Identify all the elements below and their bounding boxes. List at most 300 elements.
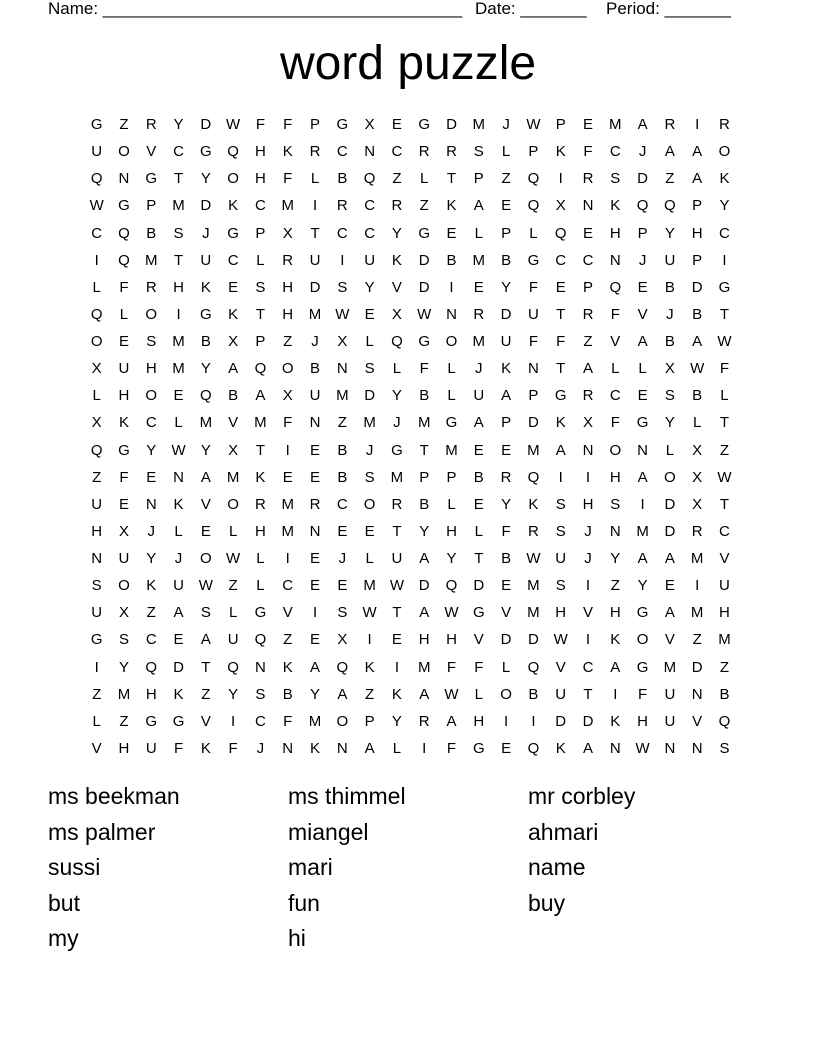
grid-letter: U — [664, 712, 676, 730]
grid-letter: D — [173, 658, 184, 676]
grid-letter: L — [529, 224, 538, 242]
grid-letter: L — [720, 387, 729, 405]
grid-letter: I — [531, 712, 536, 730]
grid-letter: X — [282, 224, 293, 242]
grid-letter: W — [89, 197, 104, 215]
grid-letter: H — [446, 631, 457, 649]
grid-letter: S — [610, 170, 621, 188]
grid-letter: A — [582, 360, 593, 378]
grid-letter: I — [558, 468, 563, 486]
grid-letter: L — [256, 550, 265, 567]
grid-letter: H — [446, 522, 457, 540]
grid-letter: J — [202, 224, 210, 242]
grid-letter: N — [145, 495, 157, 513]
grid-letter: G — [254, 604, 267, 622]
grid-letter: I — [585, 577, 591, 595]
grid-letter: R — [255, 495, 266, 513]
grid-letter: X — [364, 116, 375, 133]
grid-letter: N — [173, 468, 184, 486]
grid-letter: R — [282, 251, 294, 269]
grid-letter: C — [173, 143, 184, 161]
grid-letter: O — [118, 143, 130, 161]
grid-letter: Q — [391, 333, 403, 350]
grid-letter: F — [719, 360, 730, 378]
grid-letter: U — [227, 631, 239, 649]
grid-letter: X — [118, 522, 129, 540]
grid-letter: O — [90, 333, 103, 350]
grid-letter: N — [582, 441, 594, 459]
grid-letter: T — [310, 224, 320, 242]
grid-letter: M — [472, 333, 486, 350]
grid-letter: D — [664, 522, 676, 540]
grid-letter: N — [255, 658, 266, 676]
grid-letter: L — [310, 170, 320, 188]
grid-letter: N — [118, 170, 130, 188]
grid-letter: Q — [527, 197, 540, 215]
grid-letter: W — [690, 360, 705, 378]
grid-letter: E — [473, 278, 484, 296]
grid-letter: M — [472, 116, 486, 133]
grid-letter: I — [340, 251, 345, 269]
grid-letter: M — [690, 550, 704, 567]
grid-letter: Z — [283, 631, 293, 649]
grid-letter: Y — [228, 685, 239, 703]
grid-letter: L — [501, 658, 511, 676]
grid-letter: K — [146, 577, 157, 595]
grid-letter: Q — [527, 739, 540, 757]
grid-letter: W — [635, 739, 650, 757]
grid-letter: M — [527, 577, 540, 595]
grid-letter: U — [719, 577, 730, 595]
grid-letter: X — [118, 604, 129, 622]
grid-letter: Y — [610, 550, 621, 567]
grid-letter: H — [282, 278, 294, 296]
grid-letter: J — [584, 522, 592, 540]
grid-letter: V — [282, 604, 293, 622]
grid-letter: R — [309, 143, 321, 161]
grid-letter: N — [309, 522, 321, 540]
grid-letter: M — [281, 522, 294, 540]
grid-letter: I — [285, 441, 290, 459]
grid-letter: E — [200, 522, 211, 540]
word-list-item: miangel — [288, 818, 369, 845]
grid-letter: K — [528, 495, 539, 513]
grid-letter: M — [336, 387, 349, 405]
grid-letter: D — [527, 631, 539, 649]
grid-letter: U — [173, 577, 184, 595]
grid-letter: E — [118, 333, 129, 350]
grid-letter: P — [528, 143, 539, 161]
grid-letter: L — [174, 414, 183, 432]
grid-letter: H — [418, 631, 430, 649]
grid-letter: K — [391, 685, 402, 703]
grid-letter: S — [555, 495, 566, 513]
grid-letter: G — [636, 414, 649, 432]
grid-letter: E — [555, 278, 566, 296]
grid-letter: L — [119, 305, 129, 323]
grid-letter: Y — [200, 360, 211, 378]
grid-letter: Q — [527, 170, 540, 188]
grid-letter: L — [228, 522, 238, 540]
grid-letter: E — [664, 577, 675, 595]
grid-letter: B — [282, 685, 293, 703]
grid-letter: M — [690, 604, 704, 622]
grid-letter: A — [446, 712, 457, 730]
grid-letter: Q — [145, 658, 158, 676]
grid-letter: A — [173, 604, 184, 622]
grid-letter: J — [584, 550, 592, 567]
grid-letter: C — [336, 495, 348, 513]
grid-letter: E — [446, 224, 457, 242]
grid-letter: P — [528, 387, 539, 405]
grid-letter: L — [420, 170, 429, 188]
grid-letter: W — [226, 116, 241, 133]
grid-letter: Z — [501, 170, 511, 188]
grid-letter: Y — [446, 550, 457, 567]
grid-letter: P — [582, 278, 593, 296]
grid-letter: L — [256, 251, 265, 269]
grid-letter: X — [91, 414, 102, 432]
grid-letter: P — [255, 224, 266, 242]
grid-letter: Z — [692, 631, 702, 649]
letter-grid — [83, 111, 738, 762]
puzzle-title: word puzzle — [279, 37, 537, 90]
grid-letter: A — [637, 550, 648, 567]
grid-letter: H — [473, 712, 485, 730]
grid-letter: S — [555, 577, 566, 595]
grid-letter: H — [173, 278, 184, 296]
grid-letter: E — [473, 495, 484, 513]
name-field-label: Name: ______________________________________ — [48, 0, 463, 18]
grid-letter: B — [200, 333, 211, 350]
grid-letter: O — [445, 333, 458, 350]
grid-letter: R — [391, 495, 403, 513]
grid-letter: Q — [200, 387, 212, 405]
grid-letter: G — [554, 387, 567, 405]
grid-letter: U — [473, 387, 485, 405]
grid-letter: N — [609, 251, 621, 269]
grid-letter: G — [391, 441, 403, 459]
grid-letter: F — [446, 739, 457, 757]
grid-letter: B — [337, 441, 348, 459]
grid-letter: I — [640, 495, 645, 513]
grid-letter: P — [255, 333, 266, 350]
grid-letter: S — [146, 333, 157, 350]
grid-letter: T — [474, 550, 484, 567]
grid-letter: B — [692, 305, 703, 323]
grid-letter: G — [90, 116, 103, 133]
grid-letter: V — [200, 712, 211, 730]
grid-letter: E — [228, 278, 239, 296]
grid-letter: K — [555, 739, 566, 757]
grid-letter: X — [692, 495, 703, 513]
grid-letter: T — [719, 495, 730, 513]
word-list-item: hi — [288, 925, 306, 951]
grid-letter: U — [309, 387, 321, 405]
grid-letter: K — [228, 197, 239, 215]
grid-letter: V — [692, 712, 703, 730]
grid-letter: C — [91, 224, 103, 242]
grid-letter: U — [391, 550, 403, 567]
grid-letter: P — [364, 712, 375, 730]
grid-letter: F — [283, 712, 293, 730]
grid-letter: Z — [119, 712, 129, 730]
grid-letter: Q — [527, 468, 540, 486]
grid-letter: A — [364, 739, 375, 757]
grid-letter: E — [582, 224, 593, 242]
grid-letter: S — [473, 143, 484, 161]
grid-letter: D — [418, 251, 430, 269]
grid-letter: W — [362, 604, 377, 622]
grid-letter: B — [419, 495, 430, 513]
grid-letter: D — [473, 577, 485, 595]
grid-letter: J — [174, 550, 183, 567]
grid-letter: X — [692, 468, 703, 486]
grid-letter: D — [555, 712, 567, 730]
grid-letter: F — [610, 305, 620, 323]
grid-letter: Y — [173, 116, 184, 133]
grid-letter: X — [337, 631, 348, 649]
grid-letter: U — [91, 495, 103, 513]
grid-letter: R — [582, 305, 594, 323]
grid-letter: O — [145, 305, 158, 323]
grid-letter: V — [664, 631, 675, 649]
grid-letter: U — [91, 604, 103, 622]
grid-letter: L — [92, 278, 101, 296]
grid-letter: Z — [665, 170, 675, 188]
grid-letter: M — [172, 360, 185, 378]
grid-letter: Z — [146, 604, 156, 622]
grid-letter: A — [473, 414, 484, 432]
grid-letter: A — [582, 739, 593, 757]
grid-letter: P — [501, 414, 512, 432]
grid-letter: W — [198, 577, 213, 595]
grid-letter: M — [172, 197, 185, 215]
grid-letter: Q — [554, 224, 567, 242]
grid-letter: K — [173, 685, 184, 703]
grid-letter: D — [582, 712, 594, 730]
grid-letter: I — [722, 251, 727, 269]
grid-letter: R — [145, 116, 157, 133]
grid-letter: B — [501, 550, 512, 567]
grid-letter: D — [446, 116, 457, 133]
grid-letter: X — [228, 441, 239, 459]
grid-letter: Q — [118, 251, 130, 269]
grid-letter: D — [500, 305, 512, 323]
grid-letter: A — [228, 360, 239, 378]
grid-letter: N — [336, 739, 348, 757]
grid-letter: X — [391, 305, 402, 323]
grid-letter: U — [118, 550, 130, 567]
grid-letter: P — [637, 224, 648, 242]
grid-letter: B — [473, 468, 484, 486]
grid-letter: P — [146, 197, 157, 215]
grid-letter: U — [527, 305, 539, 323]
grid-letter: Y — [391, 387, 402, 405]
grid-letter: L — [447, 495, 456, 513]
grid-letter: A — [473, 197, 484, 215]
grid-letter: O — [200, 550, 212, 567]
grid-letter: M — [527, 441, 540, 459]
grid-letter: C — [555, 251, 567, 269]
grid-letter: T — [392, 522, 402, 540]
grid-letter: I — [613, 685, 618, 703]
grid-letter: L — [92, 712, 101, 730]
grid-letter: J — [147, 522, 155, 540]
grid-letter: M — [527, 604, 540, 622]
word-list-item: buy — [528, 889, 566, 916]
grid-letter: G — [200, 143, 212, 161]
grid-letter: Q — [118, 224, 130, 242]
grid-letter: E — [501, 441, 512, 459]
grid-letter: L — [611, 360, 620, 378]
grid-letter: P — [501, 224, 512, 242]
grid-letter: K — [173, 495, 184, 513]
grid-letter: S — [337, 604, 348, 622]
grid-letter: V — [555, 658, 566, 676]
grid-letter: O — [281, 360, 294, 378]
grid-letter: P — [692, 197, 703, 215]
grid-letter: F — [583, 143, 593, 161]
grid-letter: B — [419, 387, 430, 405]
grid-letter: T — [419, 441, 429, 459]
grid-letter: J — [638, 143, 647, 161]
grid-letter: H — [637, 712, 648, 730]
grid-letter: N — [309, 414, 321, 432]
grid-letter: I — [695, 116, 700, 133]
grid-letter: K — [282, 658, 293, 676]
grid-letter: M — [417, 658, 431, 676]
grid-letter: A — [610, 658, 621, 676]
grid-letter: W — [444, 604, 459, 622]
grid-letter: K — [118, 414, 129, 432]
grid-letter: T — [173, 251, 184, 269]
grid-letter: K — [200, 278, 211, 296]
grid-letter: O — [227, 170, 239, 188]
grid-letter: M — [445, 441, 458, 459]
grid-letter: P — [555, 116, 566, 133]
grid-letter: R — [446, 143, 457, 161]
grid-letter: C — [582, 251, 594, 269]
grid-letter: T — [255, 441, 266, 459]
grid-letter: L — [474, 522, 483, 540]
grid-letter: S — [337, 278, 348, 296]
grid-letter: I — [504, 712, 509, 730]
grid-letter: C — [255, 712, 266, 730]
grid-letter: O — [336, 712, 349, 730]
word-list-item: name — [528, 854, 586, 880]
grid-letter: W — [526, 550, 541, 567]
grid-letter: J — [666, 305, 674, 323]
grid-letter: T — [719, 414, 730, 432]
grid-letter: B — [310, 360, 321, 378]
grid-letter: M — [472, 251, 486, 269]
grid-letter: S — [719, 739, 730, 757]
grid-letter: Q — [609, 278, 622, 296]
grid-letter: U — [91, 143, 103, 161]
grid-letter: M — [718, 631, 731, 649]
grid-letter: P — [310, 116, 321, 133]
grid-letter: K — [364, 658, 375, 676]
grid-letter: U — [555, 685, 567, 703]
grid-letter: A — [419, 685, 430, 703]
grid-letter: N — [664, 739, 676, 757]
grid-letter: F — [610, 414, 620, 432]
grid-letter: H — [282, 305, 294, 323]
grid-letter: H — [145, 360, 157, 378]
grid-letter: G — [227, 224, 239, 242]
grid-letter: H — [719, 604, 730, 622]
grid-letter: H — [118, 739, 130, 757]
grid-letter: Q — [664, 197, 676, 215]
grid-letter: E — [391, 631, 402, 649]
grid-letter: H — [555, 604, 567, 622]
grid-letter: I — [231, 712, 236, 730]
grid-letter: N — [336, 360, 348, 378]
grid-letter: N — [609, 739, 621, 757]
grid-letter: B — [228, 387, 239, 405]
grid-letter: B — [337, 170, 348, 188]
grid-letter: A — [637, 116, 648, 133]
grid-letter: E — [173, 631, 184, 649]
grid-letter: B — [528, 685, 539, 703]
grid-letter: I — [449, 278, 454, 296]
grid-letter: Z — [419, 197, 429, 215]
grid-letter: A — [419, 550, 430, 567]
grid-letter: P — [446, 468, 457, 486]
grid-letter: V — [91, 739, 102, 757]
grid-letter: C — [145, 414, 157, 432]
grid-letter: Y — [310, 685, 321, 703]
grid-letter: R — [719, 116, 730, 133]
grid-letter: G — [90, 631, 103, 649]
grid-letter: X — [91, 360, 102, 378]
grid-letter: E — [364, 305, 375, 323]
grid-letter: E — [310, 468, 321, 486]
grid-letter: Y — [200, 170, 211, 188]
grid-letter: H — [145, 685, 157, 703]
word-list-item: sussi — [48, 854, 101, 880]
grid-letter: M — [417, 414, 431, 432]
grid-letter: L — [365, 333, 374, 350]
grid-letter: R — [500, 468, 512, 486]
grid-letter: A — [200, 631, 211, 649]
word-list-item: mr corbley — [528, 783, 636, 809]
grid-letter: T — [255, 305, 266, 323]
grid-letter: O — [145, 387, 158, 405]
grid-letter: I — [176, 305, 181, 323]
grid-letter: S — [255, 685, 266, 703]
grid-letter: E — [364, 522, 375, 540]
word-list-item: ms thimmel — [288, 783, 406, 809]
grid-letter: L — [365, 550, 374, 567]
grid-letter: Q — [254, 631, 267, 649]
grid-letter: F — [119, 468, 129, 486]
grid-letter: Q — [227, 658, 239, 676]
grid-letter: E — [146, 468, 157, 486]
grid-letter: U — [664, 685, 676, 703]
grid-letter: E — [282, 468, 293, 486]
grid-letter: G — [418, 333, 431, 350]
grid-letter: M — [308, 305, 322, 323]
grid-letter: F — [173, 739, 184, 757]
grid-letter: O — [664, 468, 676, 486]
grid-letter: J — [638, 251, 647, 269]
grid-letter: C — [145, 631, 157, 649]
grid-letter: Y — [419, 522, 430, 540]
grid-letter: E — [501, 197, 512, 215]
word-list-item: mari — [288, 854, 333, 880]
